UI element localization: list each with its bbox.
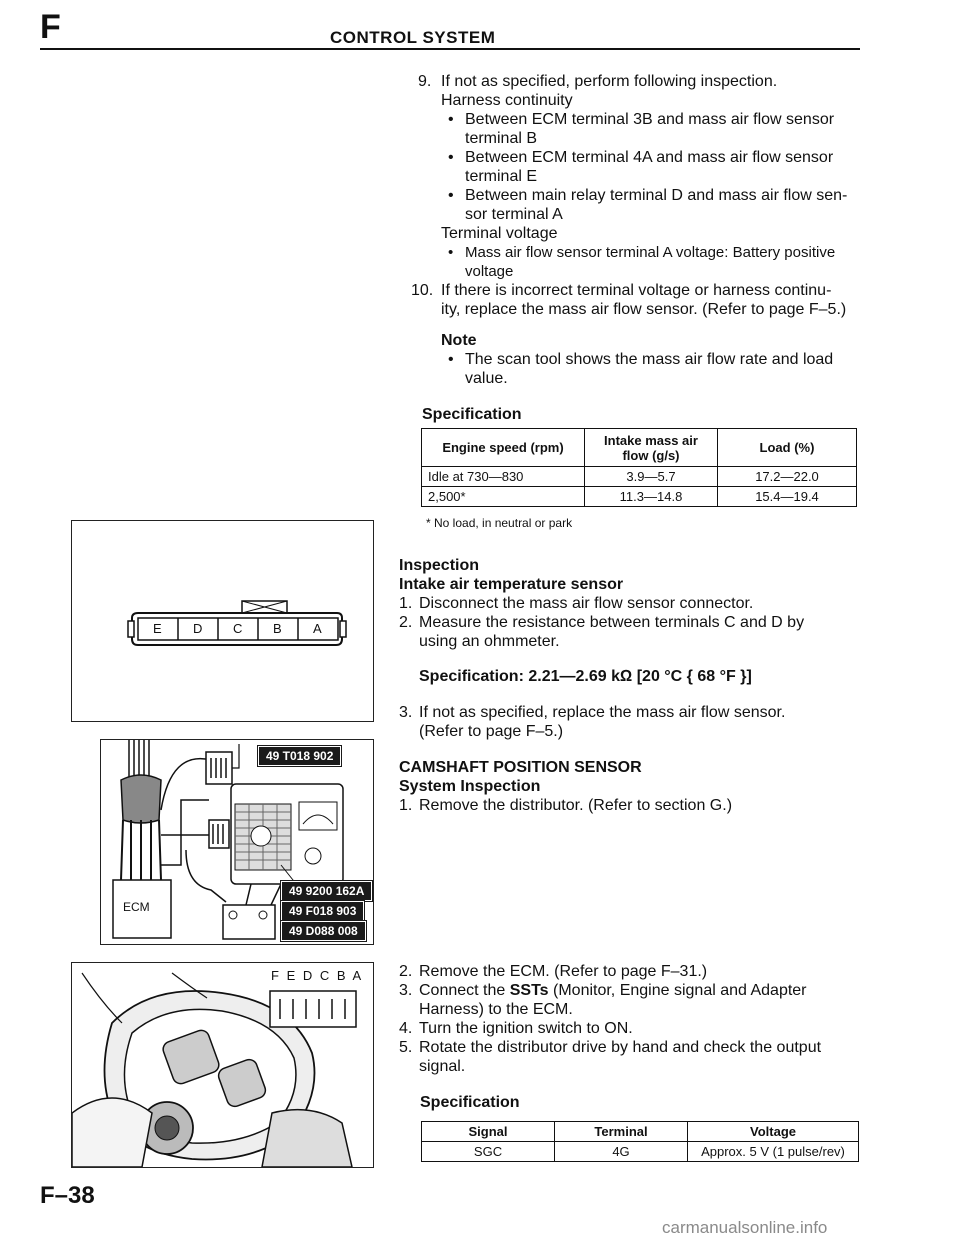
- header-intake-mass-line-2: flow (g/s): [622, 447, 680, 463]
- camshaft-step-3-c: (Monitor, Engine signal and Adapter: [548, 982, 807, 999]
- terminal-d: D: [302, 968, 315, 983]
- terminal-c: C: [319, 968, 332, 983]
- resistance-specification: Specification: 2.21—2.69 kΩ [20 °C { 68 °F }]: [419, 668, 752, 685]
- table-cell: 4G: [555, 1142, 688, 1162]
- header-signal: Signal: [422, 1122, 555, 1142]
- spec-table-maf: [421, 428, 857, 507]
- bullet-1-line-1: • Between ECM terminal 3B and mass air flow sensor: [465, 110, 834, 129]
- inspection-step-2-line-1: Measure the resistance between terminals C and D by: [419, 614, 805, 631]
- camshaft-step-2: Remove the ECM. (Refer to page F–31.): [419, 963, 708, 980]
- connector-terminal-e: E: [153, 621, 162, 636]
- table-cell: SGC: [422, 1142, 555, 1162]
- header-engine-speed: Engine speed (rpm): [422, 429, 585, 467]
- watermark[interactable]: carmanualsonline.info: [662, 1218, 828, 1237]
- distributor-figure: [71, 962, 374, 1168]
- connector-terminal-c: C: [233, 621, 243, 636]
- bullet-3-line-1: • Between main relay terminal D and mass air flow sen-: [465, 186, 847, 205]
- connector-terminal-d: D: [193, 621, 203, 636]
- table-cell: 3.9—5.7: [585, 467, 718, 487]
- camshaft-step-3-ssts: SSTs: [509, 982, 549, 999]
- distributor-illustration: [72, 963, 373, 1167]
- connector-figure: [71, 520, 374, 722]
- header-load: Load (%): [718, 429, 857, 467]
- table-cell: 11.3—14.8: [585, 487, 718, 507]
- note-title: Note: [441, 332, 477, 349]
- inspection-step-3-line-2: (Refer to page F–5.): [419, 723, 564, 740]
- sst-label-49t018902: 49 T018 902: [258, 746, 341, 766]
- bullet-4-line-2: voltage: [465, 263, 514, 280]
- inspection-step-1-number: 1.: [399, 595, 413, 612]
- connector-terminal-b: B: [273, 621, 282, 636]
- connector-diagram: [72, 521, 373, 721]
- page-number: F–38: [40, 1182, 95, 1209]
- step-10-line-1: If there is incorrect terminal voltage or harness continu-: [441, 282, 832, 299]
- camshaft-step-5-line-2: signal.: [419, 1058, 466, 1075]
- step-9-number: 9.: [418, 73, 432, 90]
- inspection-step-2-number: 2.: [399, 614, 413, 631]
- harness-continuity-label: Harness continuity: [441, 92, 573, 109]
- sst-label-499200162a: 49 9200 162A: [281, 881, 372, 901]
- camshaft-step-3-line-1: [419, 981, 807, 1000]
- step-10-line-2: ity, replace the mass air flow sensor. (Refer to page F–5.): [441, 301, 847, 318]
- camshaft-step-5-line-1: Rotate the distributor drive by hand and check the output: [419, 1039, 822, 1056]
- note-line-1: • The scan tool shows the mass air flow rate and load: [465, 350, 833, 369]
- bullet-2-line-1: • Between ECM terminal 4A and mass air flow sensor: [465, 148, 833, 167]
- terminal-e: E: [286, 968, 298, 983]
- inspection-step-2-line-2: using an ohmmeter.: [419, 633, 560, 650]
- camshaft-subtitle: System Inspection: [399, 778, 541, 795]
- distributor-terminal-labels: [271, 968, 363, 983]
- table-cell: 2,500*: [422, 487, 585, 507]
- specification-title-1: Specification: [422, 406, 522, 423]
- terminal-a: A: [352, 968, 364, 983]
- table-cell: 15.4—19.4: [718, 487, 857, 507]
- header-intake-mass: [585, 429, 718, 467]
- step-10-number: 10.: [411, 282, 434, 299]
- header-intake-mass-line-1: Intake mass air: [604, 432, 698, 448]
- table-cell: Approx. 5 V (1 pulse/rev): [688, 1142, 859, 1162]
- bullet-4-line-1: • Mass air flow sensor terminal A voltage: Battery positive: [465, 243, 835, 262]
- note-line-2: value.: [465, 370, 508, 387]
- page-title: CONTROL SYSTEM: [330, 28, 496, 47]
- specification-title-2: Specification: [420, 1094, 520, 1111]
- header-terminal: Terminal: [555, 1122, 688, 1142]
- sst-label-49d088008: 49 D088 008: [281, 921, 366, 941]
- inspection-step-1: Disconnect the mass air flow sensor connector.: [419, 595, 754, 612]
- camshaft-title: CAMSHAFT POSITION SENSOR: [399, 759, 642, 776]
- terminal-b: B: [336, 968, 348, 983]
- header-voltage: Voltage: [688, 1122, 859, 1142]
- connector-terminal-a: A: [313, 621, 322, 636]
- bullet-3-line-2: sor terminal A: [465, 206, 563, 223]
- bullet-2-line-2: terminal E: [465, 168, 538, 185]
- camshaft-step-3-a: Connect the: [419, 982, 510, 999]
- bullet-1-line-2: terminal B: [465, 130, 538, 147]
- sst-label-49f018903: 49 F018 903: [281, 901, 364, 921]
- section-letter: F: [40, 8, 61, 46]
- table-cell: Idle at 730—830: [422, 467, 585, 487]
- table-row: [422, 1142, 859, 1162]
- table-cell: 17.2—22.0: [718, 467, 857, 487]
- inspection-title: Inspection: [399, 557, 480, 574]
- inspection-subtitle: Intake air temperature sensor: [399, 576, 624, 593]
- camshaft-step-3-number: 3.: [399, 982, 413, 999]
- step-9-text: If not as specified, perform following inspection.: [441, 73, 778, 90]
- ecm-label: ECM: [123, 900, 150, 914]
- camshaft-step-4: Turn the ignition switch to ON.: [419, 1020, 633, 1037]
- terminal-f: F: [271, 968, 281, 983]
- camshaft-step-3-line-2: Harness) to the ECM.: [419, 1001, 573, 1018]
- camshaft-step-4-number: 4.: [399, 1020, 413, 1037]
- table-footnote: * No load, in neutral or park: [426, 516, 573, 530]
- inspection-step-3-number: 3.: [399, 704, 413, 721]
- terminal-voltage-label: Terminal voltage: [441, 225, 558, 242]
- spec-table-sgc: [421, 1121, 859, 1162]
- camshaft-step-1: Remove the distributor. (Refer to section G.): [419, 797, 733, 814]
- table-row: [422, 467, 857, 487]
- table-row: [422, 487, 857, 507]
- header-divider: [40, 48, 860, 50]
- camshaft-step-2-number: 2.: [399, 963, 413, 980]
- inspection-step-3-line-1: If not as specified, replace the mass air flow sensor.: [419, 704, 786, 721]
- camshaft-step-1-number: 1.: [399, 797, 413, 814]
- sst-setup-figure: [100, 739, 374, 945]
- camshaft-step-5-number: 5.: [399, 1039, 413, 1056]
